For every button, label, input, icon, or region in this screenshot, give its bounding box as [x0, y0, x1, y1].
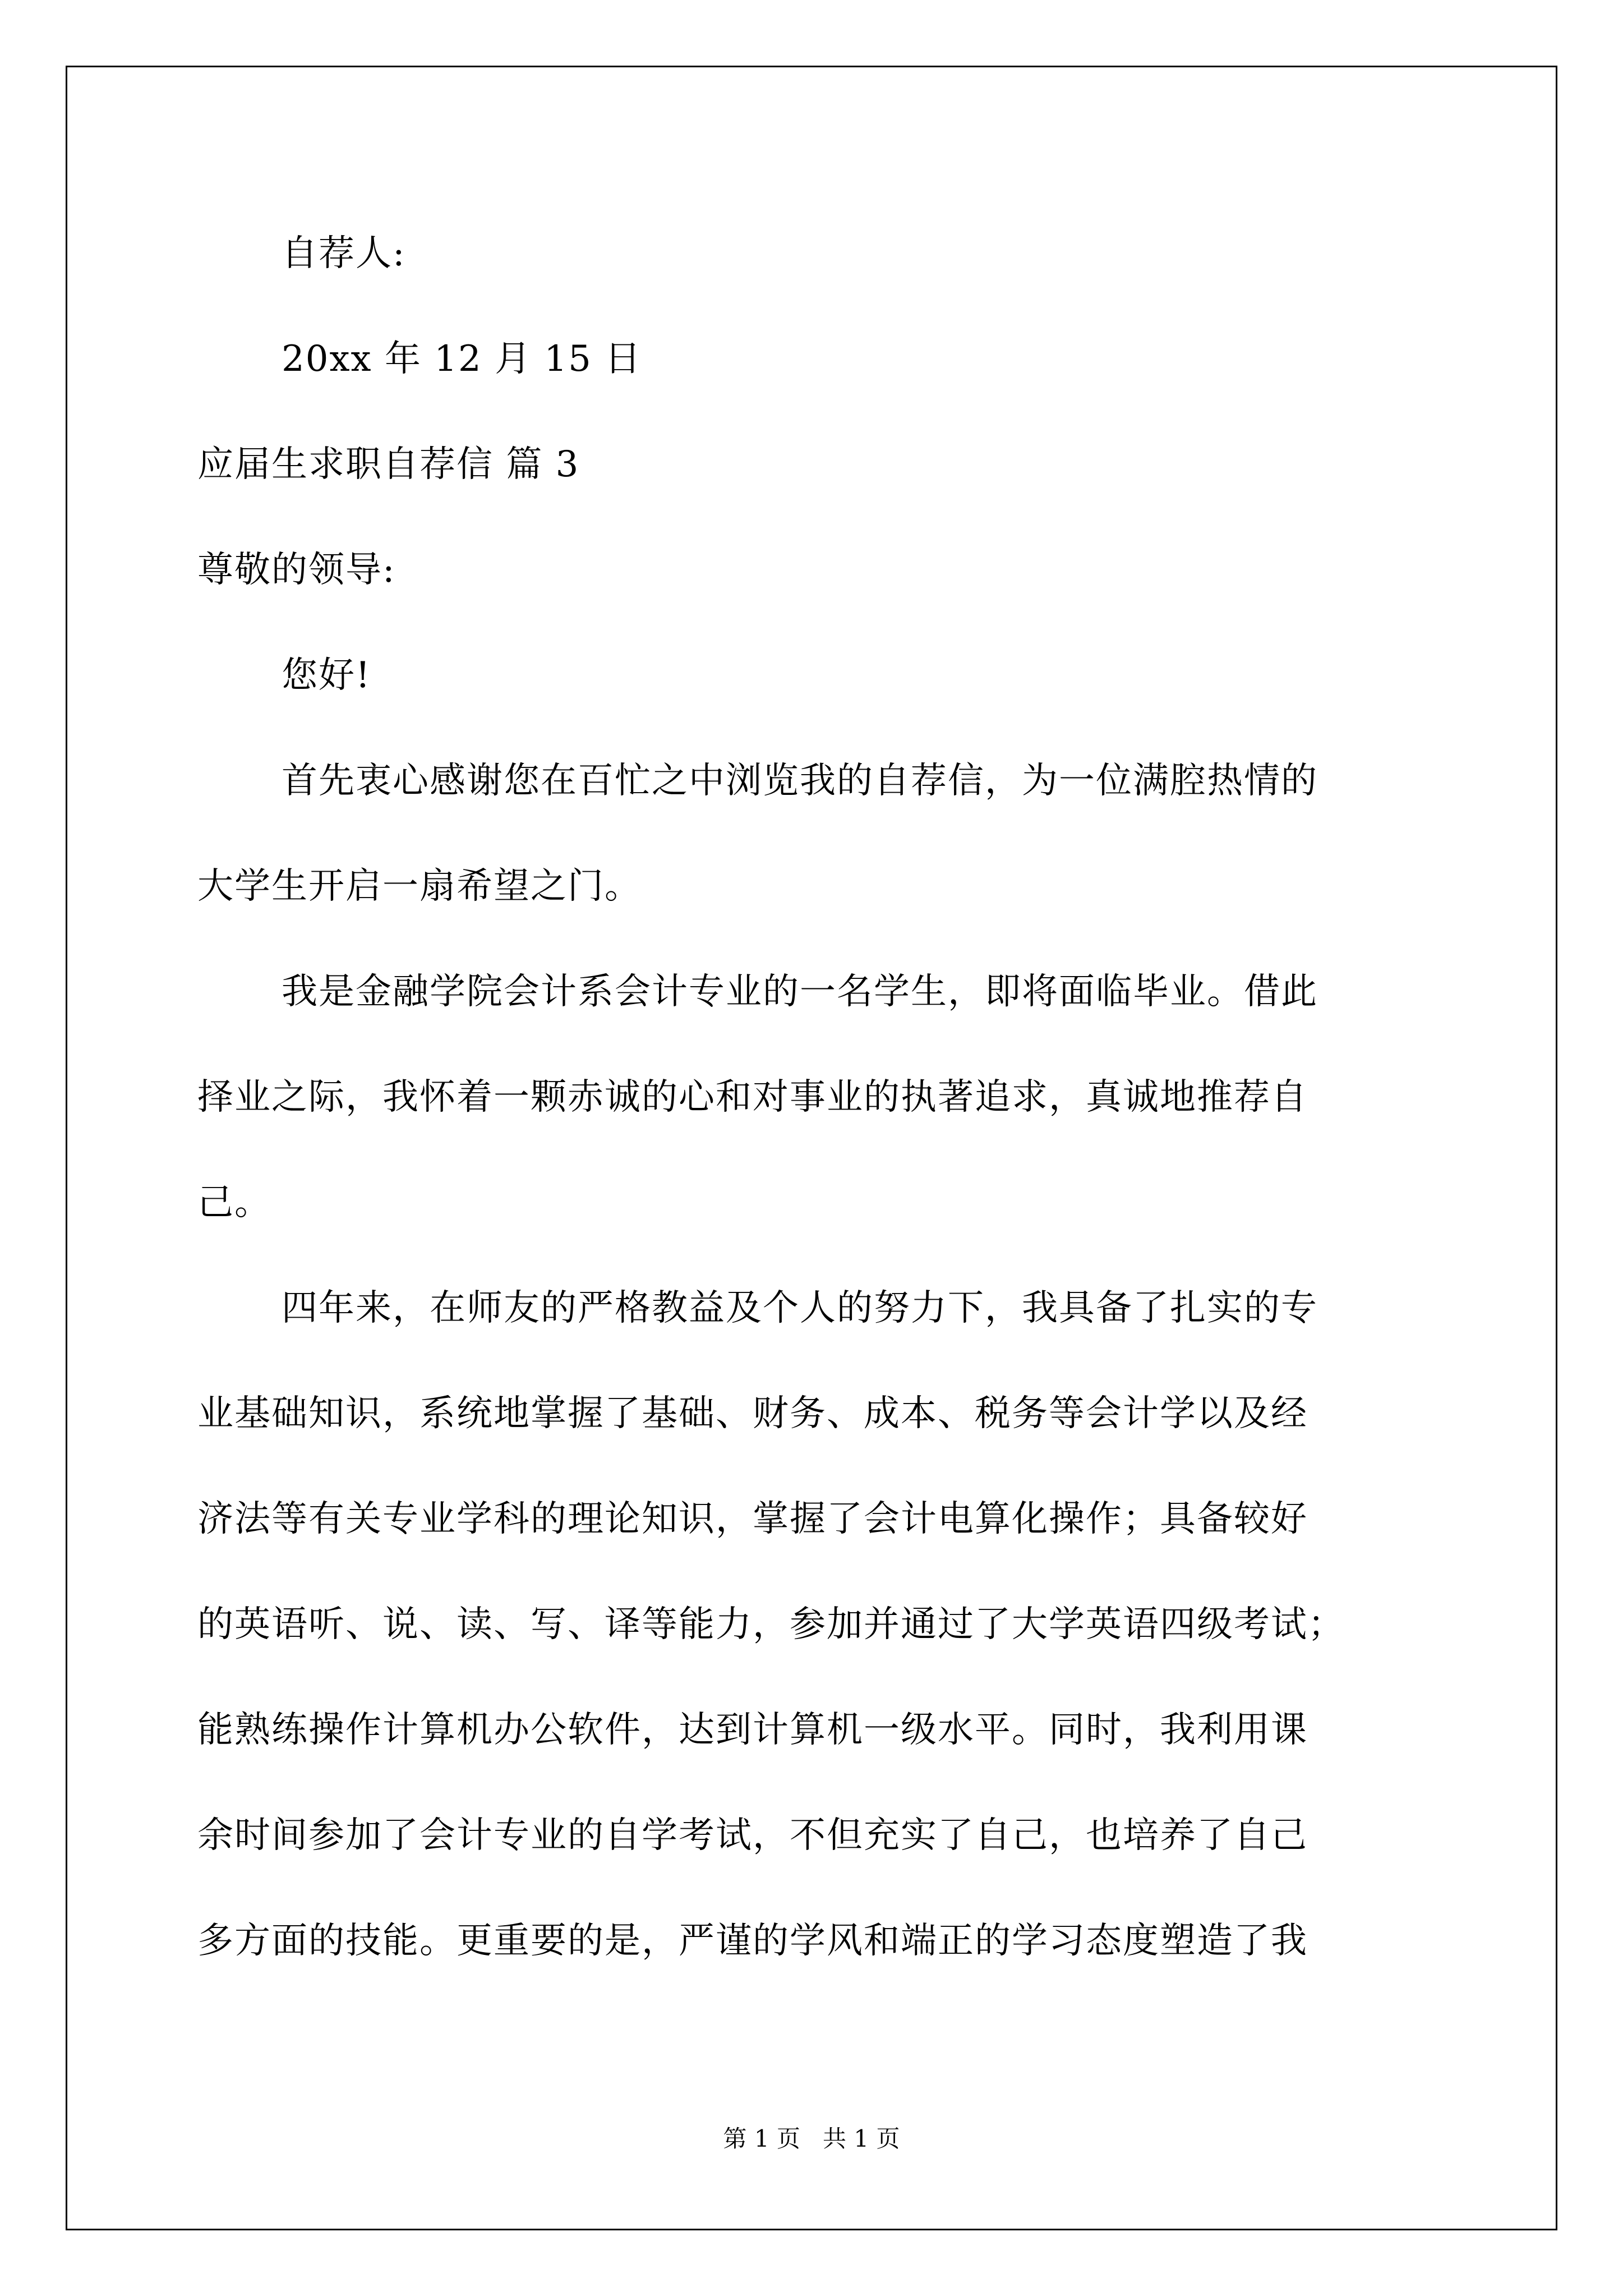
- paragraph-line: 首先衷心感谢您在百忙之中浏览我的自荐信，为一位满腔热情的: [282, 760, 1318, 802]
- paragraph-line: 业基础知识，系统地掌握了基础、财务、成本、税务等会计学以及经: [197, 1393, 1308, 1434]
- greeting: 您好!: [282, 655, 371, 696]
- paragraph-line: 余时间参加了会计专业的自学考试，不但充实了自己，也培养了自己: [197, 1815, 1308, 1856]
- paragraph-line: 四年来，在师友的严格教益及个人的努力下，我具备了扎实的专: [282, 1287, 1318, 1329]
- section-title: 应届生求职自荐信 篇 3: [197, 444, 580, 485]
- signer-label: 自荐人:: [282, 233, 406, 274]
- paragraph-line: 能熟练操作计算机办公软件，达到计算机一级水平。同时，我利用课: [197, 1709, 1308, 1751]
- paragraph-line: 我是金融学院会计系会计专业的一名学生，即将面临毕业。借此: [282, 971, 1318, 1013]
- salutation: 尊敬的领导:: [197, 549, 396, 591]
- paragraph-line: 择业之际，我怀着一颗赤诚的心和对事业的执著追求，真诚地推荐自: [197, 1076, 1308, 1118]
- paragraph-line: 的英语听、说、读、写、译等能力，参加并通过了大学英语四级考试；: [197, 1604, 1345, 1645]
- page-border: [66, 66, 1557, 2230]
- paragraph-line: 多方面的技能。更重要的是，严谨的学风和端正的学习态度塑造了我: [197, 1920, 1308, 1962]
- paragraph-line: 大学生开启一扇希望之门。: [197, 866, 642, 907]
- paragraph-line: 己。: [197, 1182, 271, 1223]
- paragraph-line: 济法等有关专业学科的理论知识，掌握了会计电算化操作；具备较好: [197, 1498, 1308, 1540]
- letter-date: 20xx 年 12 月 15 日: [282, 338, 642, 380]
- page-footer: 第 1 页 共 1 页: [723, 2125, 900, 2152]
